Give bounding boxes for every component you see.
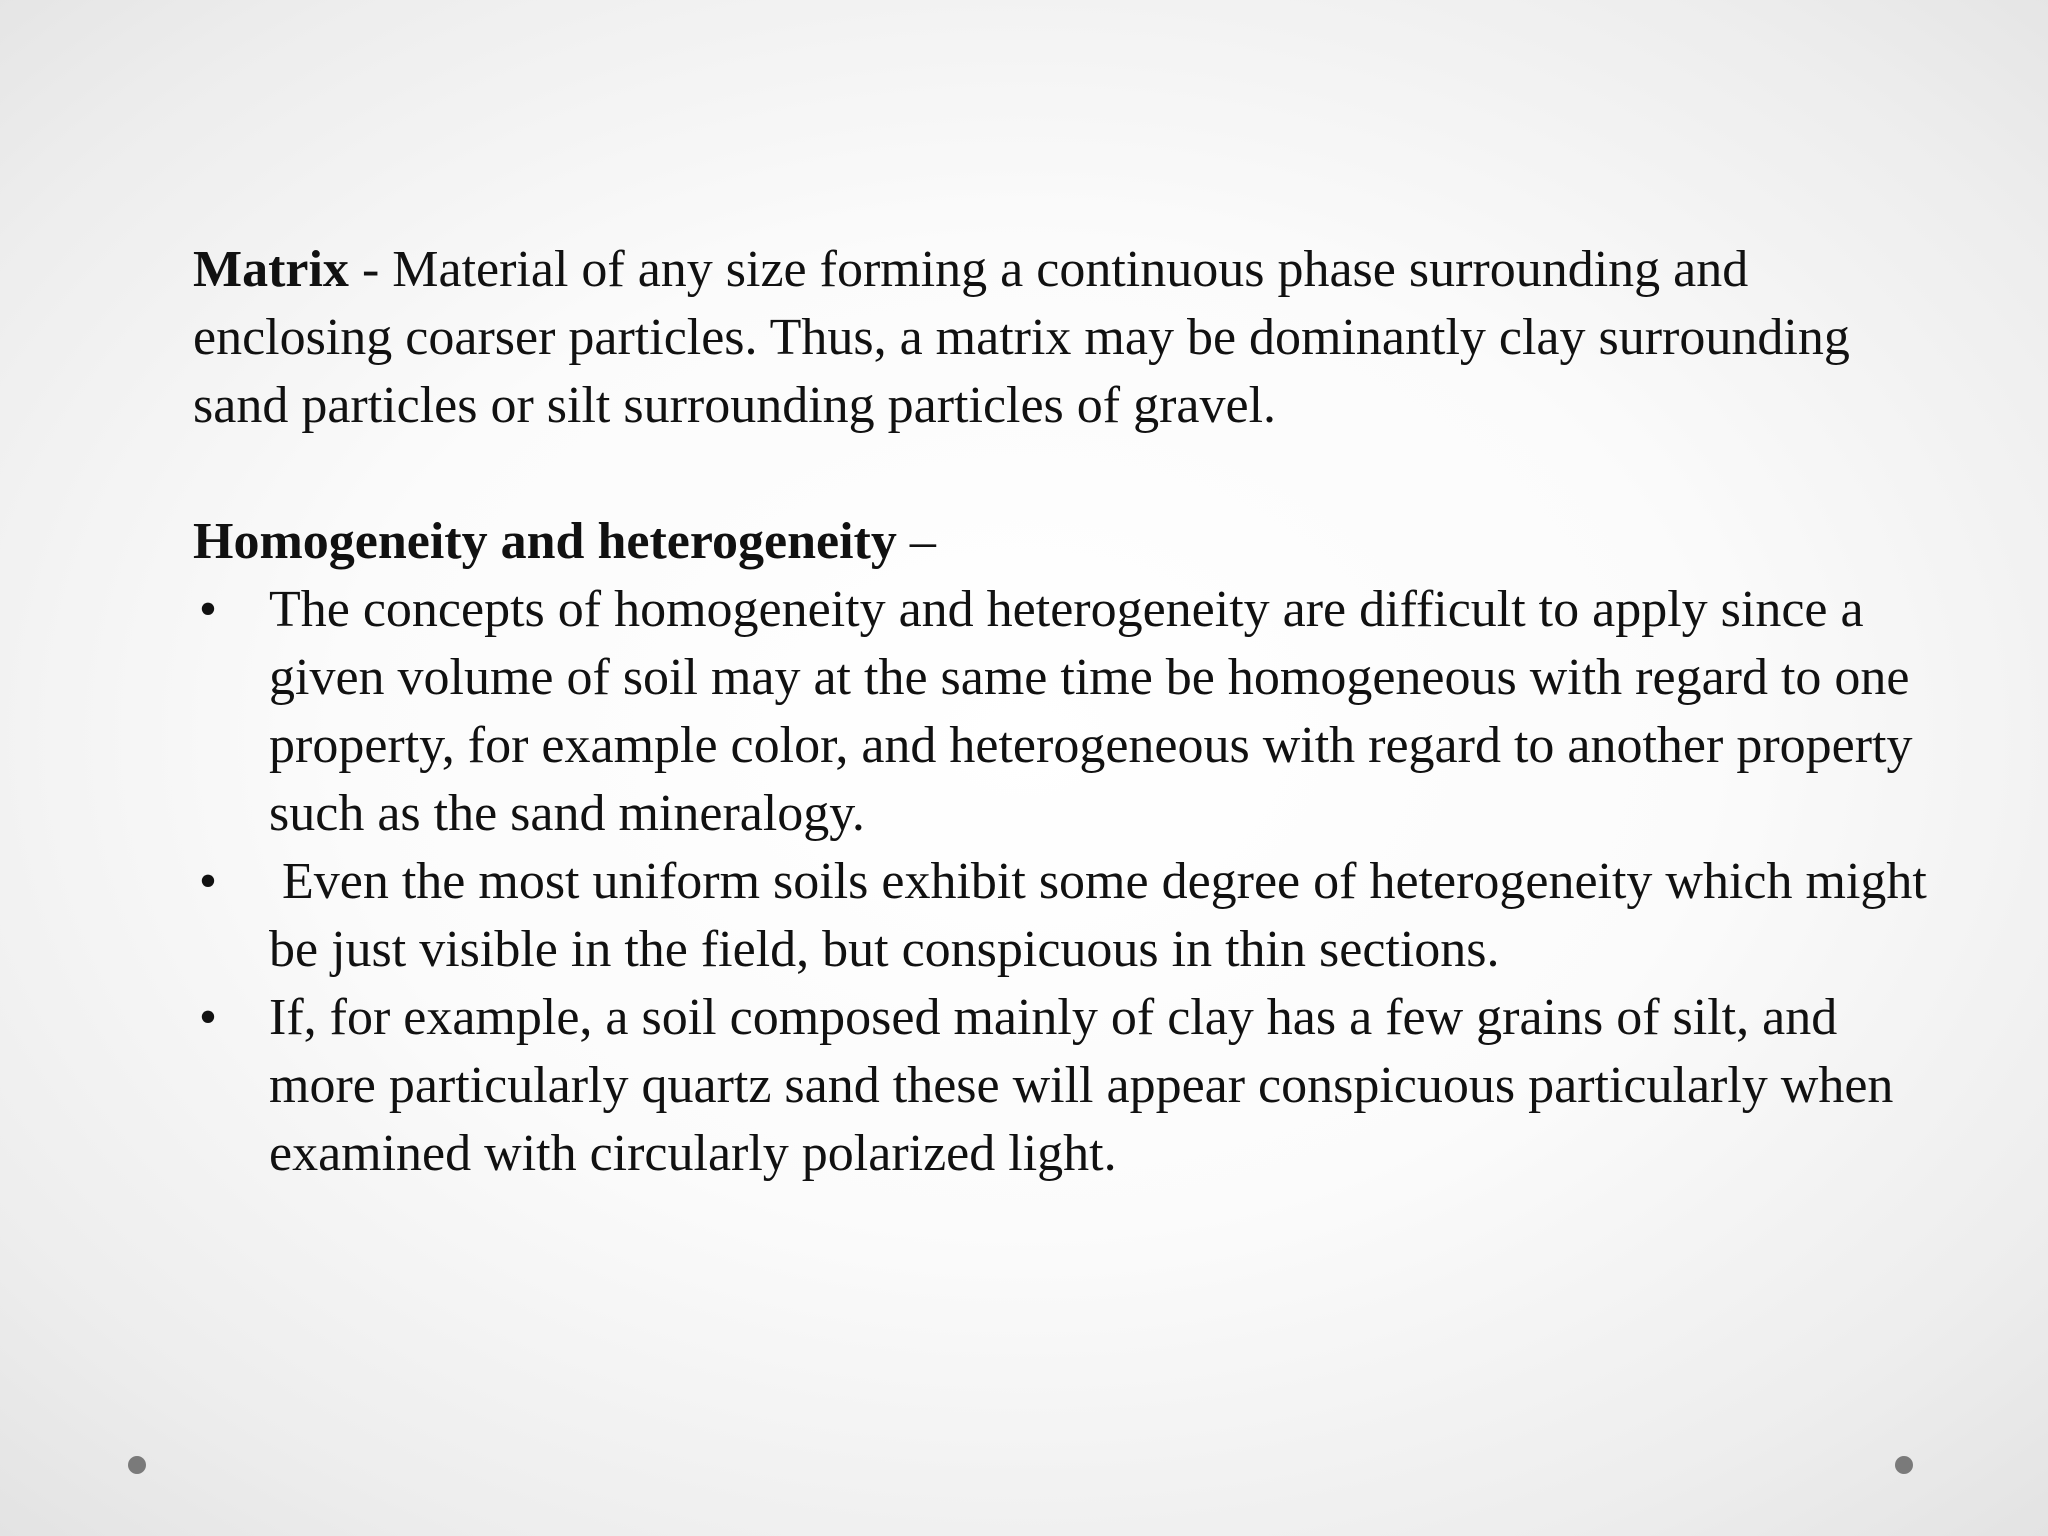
matrix-paragraph — [193, 236, 1933, 440]
homogeneity-heading-dash: – — [896, 513, 936, 570]
bullet-text: Even the most uniform soils exhibit some degree of heterogeneity which might be just visible in the field, but conspicuous in thin sections. — [269, 853, 1940, 978]
homogeneity-bullet-list — [193, 576, 1940, 1188]
bullet-icon: • — [198, 853, 218, 910]
homogeneity-heading: Homogeneity and heterogeneity — [193, 513, 897, 570]
list-item — [193, 848, 1940, 984]
decorative-dot-right-icon — [1895, 1456, 1913, 1474]
bullet-icon: • — [198, 581, 218, 638]
slide-body — [193, 236, 1940, 1188]
bullet-text: The concepts of homogeneity and heterogeneity are difficult to apply since a given volume of soil may at the same time be homogeneous with regard to one property, for example color, and heterogeneous with regard to another property such as the sand mineralogy. — [269, 581, 1913, 842]
homogeneity-heading-line — [193, 508, 1933, 576]
decorative-dot-left-icon — [128, 1456, 146, 1474]
bullet-icon: • — [198, 989, 218, 1046]
matrix-term: Matrix — [193, 241, 349, 298]
paragraph-spacer — [193, 440, 1933, 508]
bullet-text: If, for example, a soil composed mainly of clay has a few grains of silt, and more particularly quartz sand these will appear conspicuous particularly when examined with circularly polarized light. — [269, 989, 1894, 1182]
matrix-definition: - Material of any size forming a continuous phase surrounding and enclosing coarser particles. Thus, a matrix may be dominantly clay surrounding sand particles or silt surrounding particles of gravel. — [193, 241, 1850, 434]
list-item — [193, 984, 1933, 1188]
list-item — [193, 576, 1933, 848]
